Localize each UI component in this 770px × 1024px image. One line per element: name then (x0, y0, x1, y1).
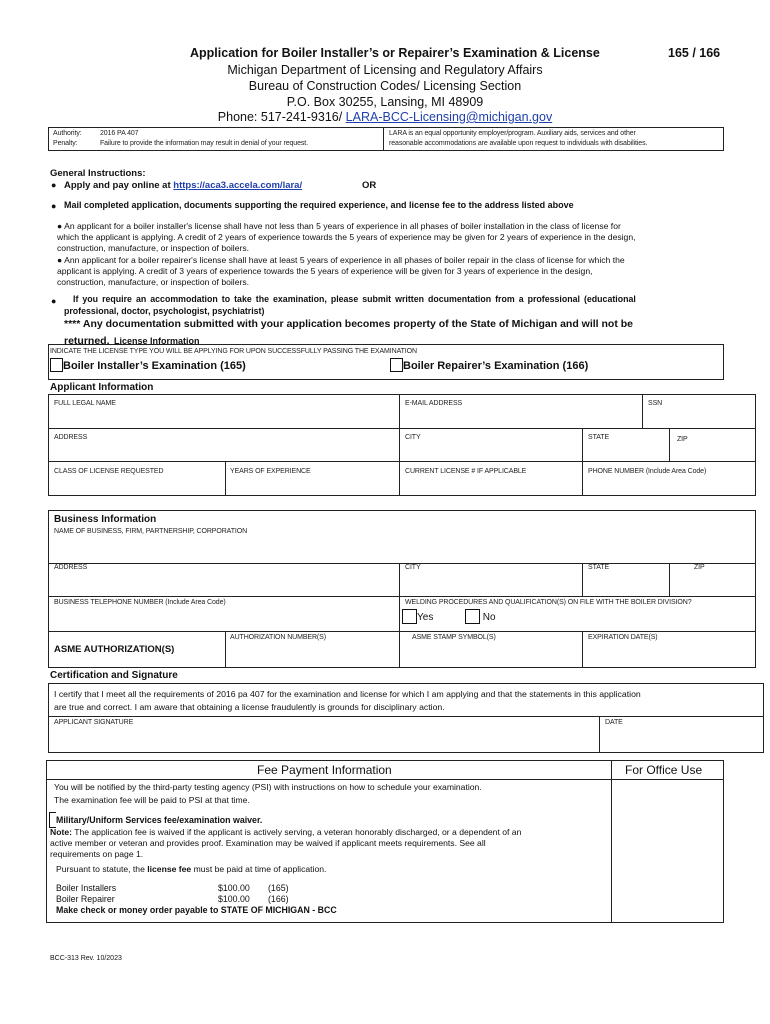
page-number: 165 / 166 (668, 46, 721, 60)
accommodation-line-1: If you require an accommodation to take the examination, please submit written documentation from a professional (educational (73, 294, 636, 304)
installer-option-label: Boiler Installer’s Examination (165) (63, 360, 246, 372)
state-field[interactable]: STATE (588, 434, 610, 441)
fee-row (56, 883, 116, 893)
email-field[interactable]: E-MAIL ADDRESS (405, 400, 463, 407)
business-state-field[interactable]: STATE (588, 564, 610, 571)
license-class-field[interactable]: CLASS OF LICENSE REQUESTED (54, 468, 164, 475)
bullet-icon: ● (51, 296, 57, 306)
repairer-line-2: applicant is applying. A credit of 3 years of experience towards the 5 years of experience will be given for 3 years of experience in the design, (57, 265, 593, 276)
date-field[interactable]: DATE (605, 719, 623, 726)
military-waiver-label: Military/Uniform Services fee/examination waiver. (56, 815, 263, 825)
note-label: Note: (50, 827, 72, 837)
certification-heading: Certification and Signature (50, 670, 178, 681)
form-title: Application for Boiler Installer’s or Repairer’s Examination & License (190, 46, 600, 60)
form-id: BCC-313 Rev. 10/2023 (50, 955, 122, 962)
applicant-heading: Applicant Information (50, 382, 154, 393)
apply-online-text: Apply and pay online at (64, 180, 174, 191)
certification-line-1: I certify that I meet all the requirements of 2016 pa 407 for the examination and license for which I am applying and that the statements in this application (54, 689, 641, 699)
expiration-date-field[interactable]: EXPIRATION DATE(S) (588, 634, 658, 641)
bureau-name: Bureau of Construction Codes/ Licensing Section (248, 79, 522, 93)
welding-no-checkbox[interactable] (465, 609, 480, 624)
years-experience-field[interactable]: YEARS OF EXPERIENCE (230, 468, 311, 475)
authority-label: Authority: (53, 130, 82, 137)
installer-line-3: construction, manufacture, or inspection of boilers. (57, 243, 250, 254)
returned-text: returned. (64, 335, 110, 347)
eoe-statement-2: reasonable accommodations are available upon request to individuals with disabilities. (389, 140, 648, 147)
statute-post: must be paid at time of application. (191, 864, 327, 874)
bullet-icon: ● (51, 201, 57, 211)
address-field[interactable]: ADDRESS (54, 434, 88, 441)
current-license-field[interactable]: CURRENT LICENSE # IF APPLICABLE (405, 468, 527, 475)
payable-to: Make check or money order payable to STATE OF MICHIGAN - BCC (56, 905, 337, 915)
apply-online-link[interactable]: https://aca3.accela.com/lara/ (173, 180, 303, 191)
or-label: OR (362, 180, 377, 191)
certification-line-2: are true and correct. I am aware that obtaining a license fraudulently is grounds for disciplinary action. (54, 701, 445, 712)
welding-no-label: No (482, 612, 496, 623)
ssn-field[interactable]: SSN (648, 400, 663, 407)
phone-field[interactable]: PHONE NUMBER (Include Area Code) (588, 468, 707, 475)
installer-line-1: An applicant for a boiler installer's license shall have not less than 5 years of experience in all phases of boiler installation in the class of license for (64, 221, 621, 231)
psi-notice (54, 781, 482, 807)
authorization-number-field[interactable]: AUTHORIZATION NUMBER(S) (230, 634, 326, 641)
full-name-field[interactable]: FULL LEGAL NAME (54, 400, 116, 407)
note-line-2: active member or veteran and provides proof. Examination may be waived if applicant meets requirements. See all (50, 838, 486, 849)
note-line-1: The application fee is waived if the applicant is actively serving, a veteran honorably discharged, or a dependent of an (71, 827, 522, 837)
agency-address: P.O. Box 30255, Lansing, MI 48909 (286, 95, 484, 109)
apply-online (64, 180, 302, 191)
business-name-field[interactable]: NAME OF BUSINESS, FIRM, PARTNERSHIP, CORPORATION (54, 528, 248, 535)
stamp-symbol-field[interactable]: ASME STAMP SYMBOL(S) (412, 634, 496, 641)
agency-phone: Phone: 517-241-9316/ (217, 110, 346, 124)
bullet-icon: ● (57, 221, 65, 231)
instructions-heading: General Instructions: (50, 168, 146, 179)
zip-field[interactable]: ZIP (677, 436, 688, 443)
welding-yes-option[interactable] (402, 609, 433, 624)
fee-row (56, 894, 115, 904)
fee-label: Boiler Repairer (56, 894, 115, 904)
welding-yes-checkbox[interactable] (402, 609, 417, 624)
business-heading: Business Information (54, 514, 157, 525)
bullet-icon: ● (57, 254, 65, 265)
business-zip-field[interactable]: ZIP (694, 564, 705, 571)
military-waiver-checkbox[interactable] (49, 812, 56, 828)
fee-amount: $100.00 (218, 883, 250, 893)
business-address-field[interactable]: ADDRESS (54, 564, 88, 571)
office-use-box (611, 760, 724, 923)
installer-line-2: which the applicant is applying. A credit of 2 years of experience towards the 5 years of experience may be given for 2 years of experience in the design, (57, 232, 636, 243)
repairer-option[interactable] (390, 358, 588, 372)
fee-amount: $100.00 (218, 894, 250, 904)
welding-no-option[interactable] (465, 609, 496, 624)
installer-checkbox[interactable] (50, 358, 63, 372)
agency-contact (0, 110, 770, 126)
agency-name: Michigan Department of Licensing and Regulatory Affairs (227, 63, 543, 77)
repairer-checkbox[interactable] (390, 358, 403, 372)
repairer-line-1: Ann applicant for a boiler repairer's license shall have at least 5 years of experience in all phases of boiler repair in the class of license for which the (64, 254, 625, 265)
psi-payment: The examination fee will be paid to PSI at that time. (54, 795, 250, 805)
penalty-label: Penalty: (53, 140, 78, 147)
city-field[interactable]: CITY (405, 434, 421, 441)
fee-code: (166) (268, 894, 289, 904)
accommodation-line-2: professional, doctor, psychologist, psychiatrist) (64, 306, 265, 316)
bullet-icon: ● (51, 180, 57, 190)
installer-option[interactable] (50, 358, 246, 372)
penalty-value: Failure to provide the information may result in denial of your request. (100, 140, 308, 147)
fee-heading: Fee Payment Information (257, 763, 392, 777)
welding-question: WELDING PROCEDURES AND QUALIFICATION(S) ON FILE WITH THE BOILER DIVISION? (405, 599, 692, 606)
statute-line (56, 864, 326, 874)
authority-value: 2016 PA 407 (100, 130, 139, 137)
repairer-line-3: construction, manufacture, or inspection of boilers. (57, 277, 250, 288)
property-line-1: **** Any documentation submitted with your application becomes property of the State of Michigan and will not be (64, 318, 633, 330)
license-type-prompt: INDICATE THE LICENSE TYPE YOU WILL BE APPLYING FOR UPON SUCCESSFULLY PASSING THE EXAMINATION (50, 348, 417, 355)
fee-label: Boiler Installers (56, 883, 117, 893)
repairer-option-label: Boiler Repairer’s Examination (166) (403, 360, 589, 372)
license-info-heading: License Information (113, 336, 200, 346)
statute-bold: license fee (147, 864, 192, 874)
certification-text (54, 688, 641, 713)
agency-email-link[interactable]: LARA-BCC-Licensing@michigan.gov (345, 110, 553, 124)
note-line-3: requirements on page 1. (50, 849, 144, 860)
office-use-heading: For Office Use (625, 763, 703, 777)
mail-instruction: Mail completed application, documents supporting the required experience, and license fee to the address listed above (64, 200, 574, 210)
fee-code: (165) (268, 883, 289, 893)
welding-yes-label: Yes (417, 612, 434, 623)
installer-requirement (57, 221, 737, 288)
business-phone-field[interactable]: BUSINESS TELEPHONE NUMBER (Include Area Code) (54, 599, 226, 606)
signature-field[interactable]: APPLICANT SIGNATURE (54, 719, 134, 726)
statute-pre: Pursuant to statute, the (56, 864, 148, 874)
asme-heading: ASME AUTHORIZATION(S) (54, 644, 175, 655)
waiver-note (50, 827, 606, 861)
business-city-field[interactable]: CITY (405, 564, 421, 571)
psi-notify: You will be notified by the third-party testing agency (PSI) with instructions on how to schedule your examination. (54, 782, 482, 792)
applicant-table (48, 394, 756, 496)
eoe-statement-1: LARA is an equal opportunity employer/program. Auxiliary aids, services and other (389, 130, 636, 137)
military-waiver-option[interactable] (49, 812, 262, 828)
